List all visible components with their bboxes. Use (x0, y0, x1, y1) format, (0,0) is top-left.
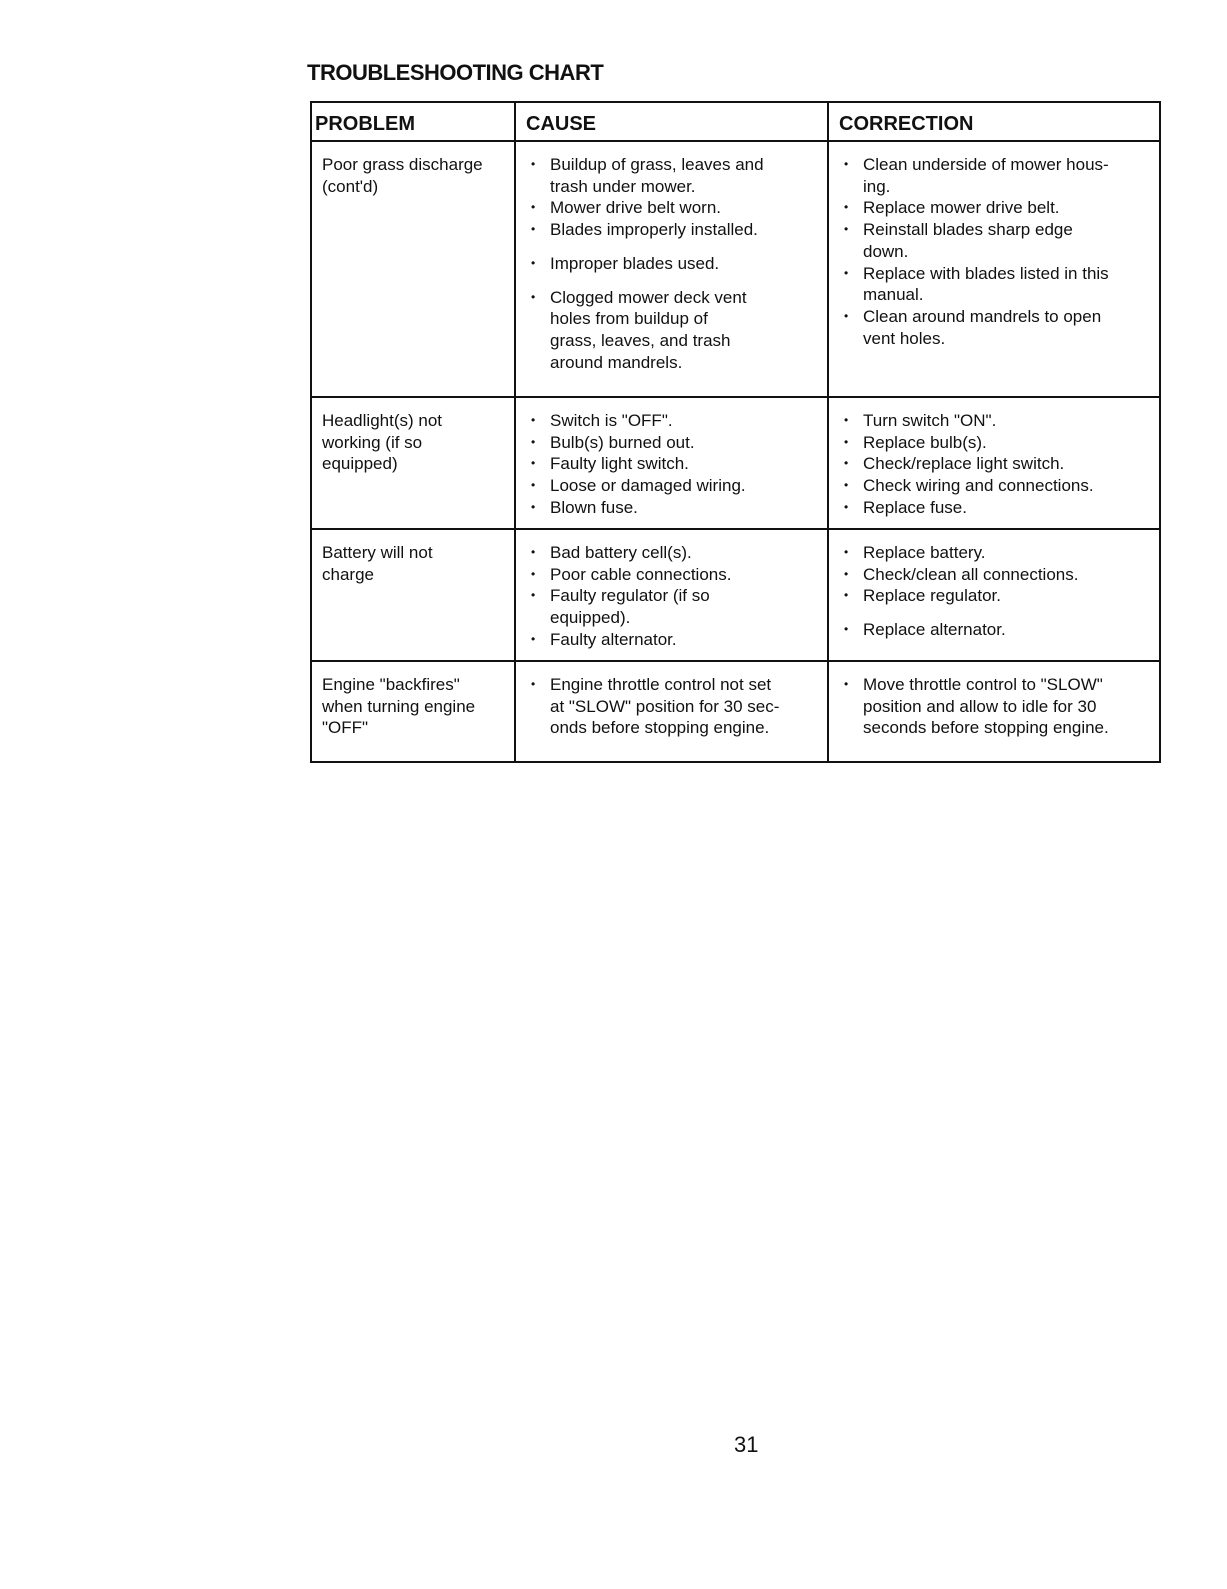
correction-list (839, 410, 1153, 519)
correction-list (839, 542, 1153, 641)
table-row (312, 398, 1159, 530)
page-number: 31 (734, 1432, 759, 1457)
correction-item: • Check/replace light switch. (839, 453, 1153, 475)
correction-item: • Replace battery. (839, 542, 1153, 564)
header-problem: PROBLEM (312, 103, 516, 140)
problem-cell (312, 530, 516, 660)
table-row (312, 662, 1159, 761)
cause-list (526, 542, 821, 651)
correction-item: • Replace alternator. (839, 619, 1153, 641)
cause-cell (516, 530, 829, 660)
correction-item: • Replace fuse. (839, 497, 1153, 519)
correction-item: • Reinstall blades sharp edge down. (839, 219, 1153, 262)
correction-item: • Replace regulator. (839, 585, 1153, 607)
cause-item: • Mower drive belt worn. (526, 197, 821, 219)
correction-item: • Turn switch "ON". (839, 410, 1153, 432)
correction-cell (829, 530, 1159, 660)
cause-item: • Loose or damaged wiring. (526, 475, 821, 497)
cause-item: • Faulty light switch. (526, 453, 821, 475)
cause-cell (516, 142, 829, 396)
correction-list (839, 154, 1153, 349)
correction-item: • Replace mower drive belt. (839, 197, 1153, 219)
correction-item: • Clean underside of mower hous- ing. (839, 154, 1153, 197)
cause-item: • Blades improperly installed. (526, 219, 821, 241)
problem-cell (312, 398, 516, 528)
cause-item: • Engine throttle control not set at "SLOW" position for 30 sec- onds before stopping engine. (526, 674, 821, 739)
cause-item: • Faulty alternator. (526, 629, 821, 651)
header-correction: CORRECTION (839, 113, 974, 135)
cause-list (526, 410, 821, 519)
cause-cell (516, 398, 829, 528)
cause-item: • Improper blades used. (526, 253, 821, 275)
correction-item: • Clean around mandrels to open vent holes. (839, 306, 1153, 349)
table-header-row (312, 103, 1159, 142)
problem-text: Poor grass discharge (cont'd) (322, 155, 483, 196)
cause-item: • Blown fuse. (526, 497, 821, 519)
correction-item: • Check wiring and connections. (839, 475, 1153, 497)
cause-list (526, 674, 821, 739)
cause-item: • Switch is "OFF". (526, 410, 821, 432)
cause-item: • Faulty regulator (if so equipped). (526, 585, 821, 628)
cause-item: • Poor cable connections. (526, 564, 821, 586)
problem-text: Battery will not charge (322, 543, 433, 584)
cause-item: • Buildup of grass, leaves and trash under mower. (526, 154, 821, 197)
problem-cell (312, 662, 516, 761)
problem-text: Engine "backfires" when turning engine "OFF" (322, 675, 476, 738)
correction-cell (829, 142, 1159, 396)
correction-item: • Move throttle control to "SLOW" position and allow to idle for 30 seconds before stopping engine. (839, 674, 1153, 739)
correction-cell (829, 662, 1159, 761)
cause-list (526, 154, 821, 373)
table-row (312, 530, 1159, 662)
correction-item: • Check/clean all connections. (839, 564, 1153, 586)
cause-item: • Clogged mower deck vent holes from buildup of grass, leaves, and trash around mandrels. (526, 287, 821, 374)
troubleshooting-table (310, 101, 1161, 763)
table-row (312, 142, 1159, 398)
cause-cell (516, 662, 829, 761)
correction-item: • Replace with blades listed in this manual. (839, 263, 1153, 306)
correction-item: • Replace bulb(s). (839, 432, 1153, 454)
problem-cell (312, 142, 516, 396)
page-title: TROUBLESHOOTING CHART (307, 60, 604, 85)
problem-text: Headlight(s) not working (if so equipped) (322, 411, 443, 474)
correction-list (839, 674, 1153, 739)
correction-cell (829, 398, 1159, 528)
cause-item: • Bulb(s) burned out. (526, 432, 821, 454)
header-cause: CAUSE (516, 103, 829, 140)
cause-item: • Bad battery cell(s). (526, 542, 821, 564)
